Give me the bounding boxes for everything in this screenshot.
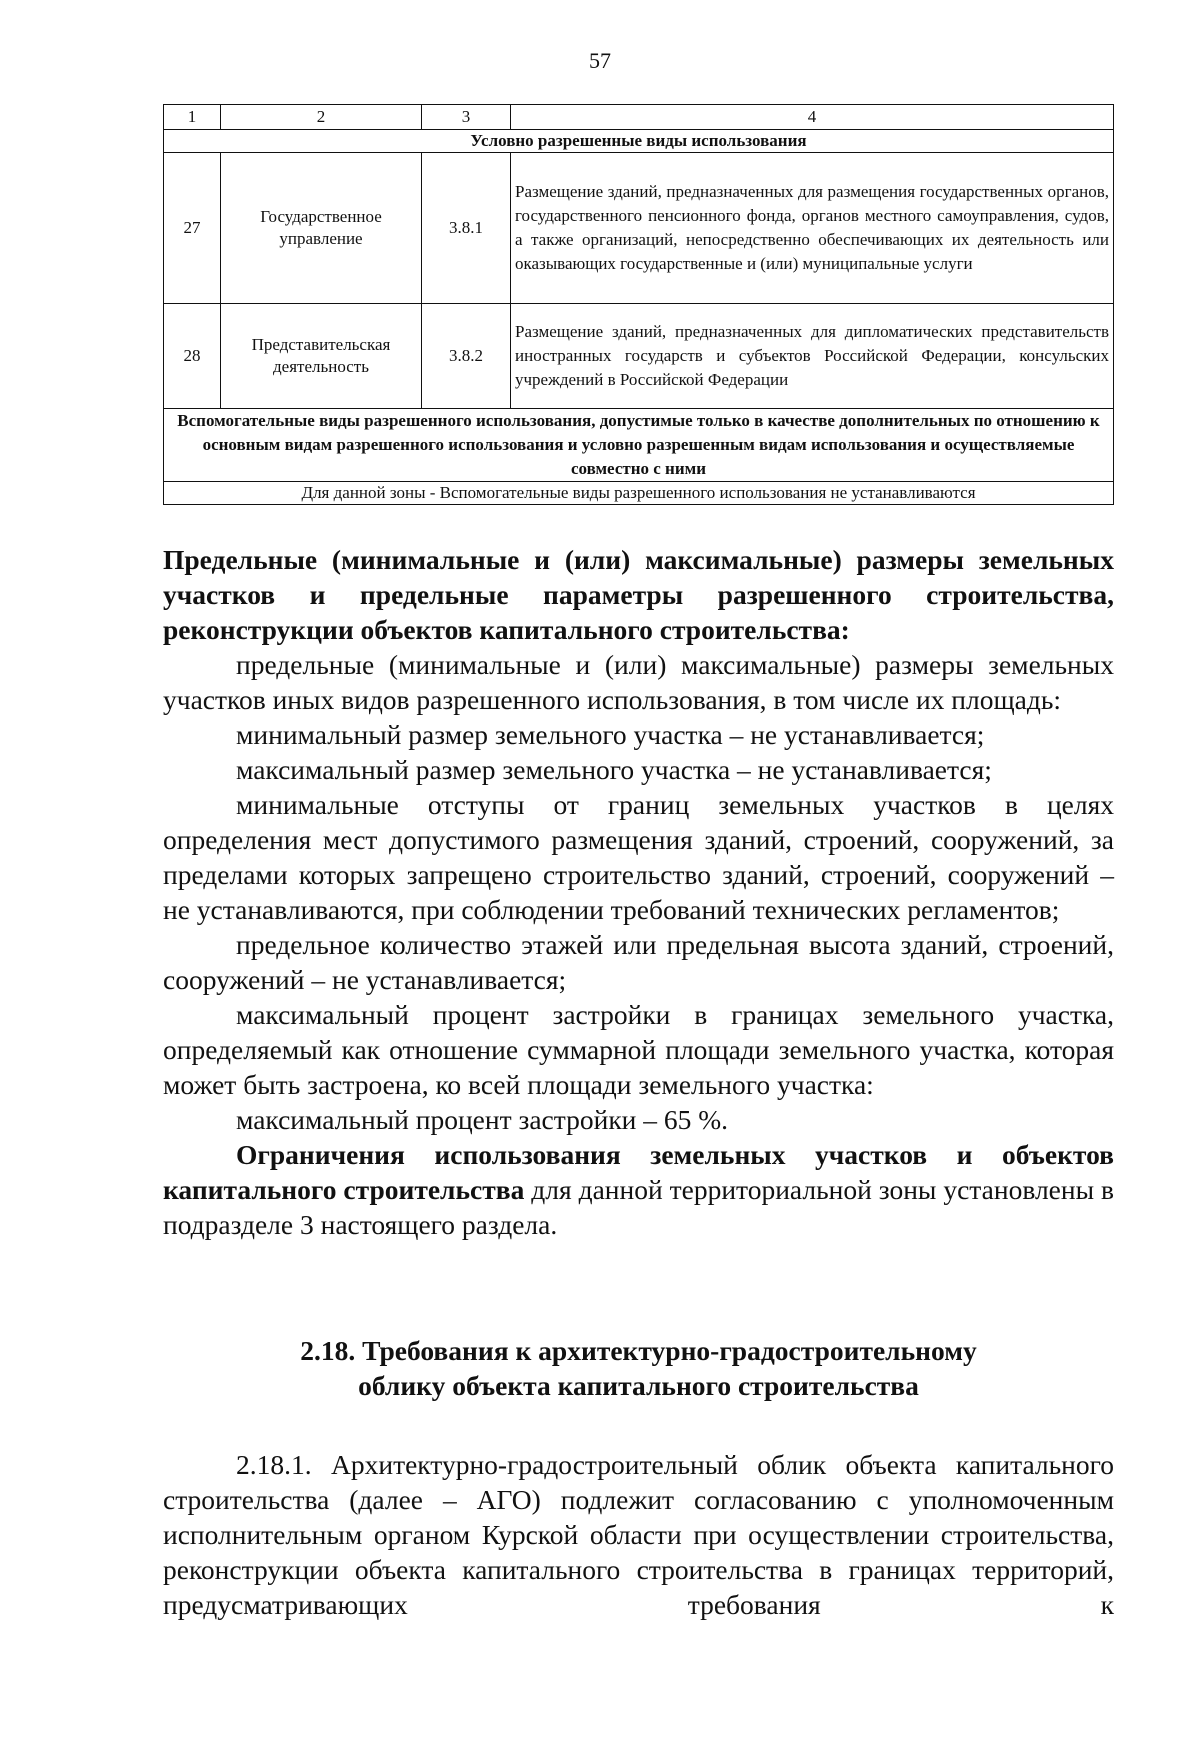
auxiliary-note-row — [164, 482, 1114, 505]
permitted-use-table — [163, 104, 1114, 505]
column-number-2: 2 — [221, 105, 422, 130]
limits-section — [163, 542, 1114, 1242]
table-row — [164, 304, 1114, 409]
paragraph: максимальный процент застройки – 65 %. — [236, 1104, 729, 1135]
row-number: 27 — [164, 153, 221, 304]
paragraph: предельное количество этажей или предельная высота зданий, строений, сооружений – не устанавливается; — [163, 929, 1114, 995]
ago-section — [163, 1447, 1114, 1622]
restrictions-bold-text: Ограничения использования земельных участков и объектов капитального строительства — [163, 1139, 1114, 1205]
restrictions-paragraph — [163, 1137, 1114, 1242]
page-number: 57 — [589, 48, 611, 73]
paragraph: 2.18.1. Архитектурно-градостроительный облик объекта капитального строительства (далее – АГО) подлежит согласованию с уполномоченным исполнительным органом Курской области при осуществлении строительства, реконструкции объекта капитального строительства в границах территорий, предусматривающих требования к — [163, 1449, 1114, 1620]
paragraph: предельные (минимальные и (или) максимальные) размеры земельных участков иных видов разрешенного использования, в том числе их площадь: — [163, 649, 1114, 715]
column-number-row — [164, 105, 1114, 130]
paragraph: минимальный размер земельного участка – не устанавливается; — [236, 719, 985, 750]
conditional-section-header-row — [164, 130, 1114, 153]
paragraph: максимальный процент застройки в границах земельного участка, определяемый как отношение суммарной площади земельного участка, которая может быть застроена, ко всей площади земельного участка: — [163, 999, 1114, 1100]
section-title-line-2: облику объекта капитального строительства — [358, 1370, 919, 1401]
column-number-1: 1 — [164, 105, 221, 130]
restrictions-text: для данной территориальной зоны установлены в подразделе 3 настоящего раздела. — [163, 1174, 1114, 1240]
column-number-4: 4 — [511, 105, 1114, 130]
conditional-section-header: Условно разрешенные виды использования — [164, 130, 1114, 153]
use-type-code: 3.8.1 — [422, 153, 511, 304]
column-number-3: 3 — [422, 105, 511, 130]
auxiliary-note: Для данной зоны - Вспомогательные виды разрешенного использования не устанавливаются — [164, 482, 1114, 505]
paragraph: минимальные отступы от границ земельных участков в целях определения мест допустимого размещения зданий, строений, сооружений, за пределами которых запрещено строительство зданий, строений, сооружений – не устанавливаются, при соблюдении требований технических регламентов; — [163, 789, 1114, 925]
auxiliary-section-header-row — [164, 409, 1114, 482]
auxiliary-section-header: Вспомогательные виды разрешенного использования, допустимые только в качестве дополнительных по отношению к основным видам разрешенного использования и условно разрешенным видам использования и осуществляемые совместно с ними — [164, 409, 1114, 482]
paragraph: максимальный размер земельного участка – не устанавливается; — [236, 754, 992, 785]
use-type-name: Представительская деятельность — [221, 304, 422, 409]
table-row — [164, 153, 1114, 304]
limits-heading: Предельные (минимальные и (или) максимальные) размеры земельных участков и предельные параметры разрешенного строительства, реконструкции объектов капитального строительства: — [163, 544, 1114, 645]
section-title — [163, 1333, 1114, 1403]
use-type-code: 3.8.2 — [422, 304, 511, 409]
row-number: 28 — [164, 304, 221, 409]
use-type-description: Размещение зданий, предназначенных для дипломатических представительств иностранных государств и субъектов Российской Федерации, консульских учреждений в Российской Федерации — [511, 304, 1114, 409]
section-title-line-1: 2.18. Требования к архитектурно-градостроительному — [300, 1335, 977, 1366]
use-type-name: Государственное управление — [221, 153, 422, 304]
use-type-description: Размещение зданий, предназначенных для размещения государственных органов, государственного пенсионного фонда, органов местного самоуправления, судов, а также организаций, непосредственно обеспечивающих их деятельность или оказывающих государственные и (или) муниципальные услуги — [511, 153, 1114, 304]
